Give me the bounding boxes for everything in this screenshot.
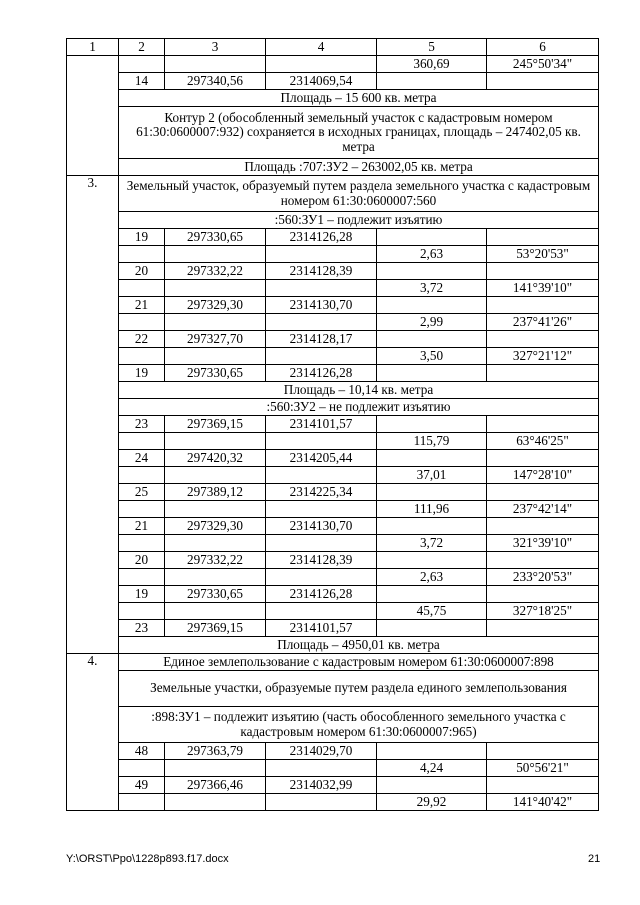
bearing-cell: 237°42'14" xyxy=(487,501,599,518)
empty-cell xyxy=(165,501,266,518)
empty-cell xyxy=(266,467,377,484)
distance-cell: 37,01 xyxy=(377,467,487,484)
distance-cell: 2,63 xyxy=(377,569,487,586)
table-row xyxy=(67,229,599,246)
empty-cell xyxy=(377,586,487,603)
empty-cell xyxy=(266,314,377,331)
table-row xyxy=(67,280,599,297)
table-row xyxy=(67,707,599,743)
section-number-cell: 4. xyxy=(67,654,119,811)
section-subtitle: Земельные участки, образуемые путем раздела единого землепользования xyxy=(119,671,599,707)
table-body xyxy=(67,39,599,811)
distance-cell: 3,72 xyxy=(377,535,487,552)
empty-cell xyxy=(377,777,487,794)
point-number-cell: 22 xyxy=(119,331,165,348)
table-row xyxy=(67,777,599,794)
page-number: 21 xyxy=(588,853,601,865)
empty-cell xyxy=(487,450,599,467)
distance-cell: 111,96 xyxy=(377,501,487,518)
area-row: Площадь – 10,14 кв. метра xyxy=(119,382,599,399)
x-coordinate-cell: 297332,22 xyxy=(165,263,266,280)
table-row xyxy=(67,263,599,280)
point-number-cell: 20 xyxy=(119,552,165,569)
table-row xyxy=(67,671,599,707)
distance-cell: 2,99 xyxy=(377,314,487,331)
x-coordinate-cell: 297369,15 xyxy=(165,620,266,637)
table-row xyxy=(67,73,599,90)
x-coordinate-cell: 297327,70 xyxy=(165,331,266,348)
empty-cell xyxy=(266,348,377,365)
table-row xyxy=(67,107,599,159)
table-row xyxy=(67,348,599,365)
table-row xyxy=(67,365,599,382)
empty-cell xyxy=(377,297,487,314)
empty-cell xyxy=(487,484,599,501)
distance-cell: 2,63 xyxy=(377,246,487,263)
column-header: 2 xyxy=(119,39,165,56)
empty-cell xyxy=(119,760,165,777)
y-coordinate-cell: 2314130,70 xyxy=(266,297,377,314)
point-number-cell: 21 xyxy=(119,518,165,535)
empty-cell xyxy=(119,314,165,331)
empty-cell xyxy=(119,535,165,552)
bearing-cell: 327°21'12" xyxy=(487,348,599,365)
table-row xyxy=(67,484,599,501)
empty-cell xyxy=(487,586,599,603)
empty-cell xyxy=(487,73,599,90)
empty-cell xyxy=(165,56,266,73)
empty-cell xyxy=(377,73,487,90)
bearing-cell: 63°46'25" xyxy=(487,433,599,450)
empty-cell xyxy=(119,433,165,450)
empty-cell xyxy=(377,552,487,569)
column-header: 3 xyxy=(165,39,266,56)
table-row xyxy=(67,433,599,450)
empty-cell xyxy=(487,518,599,535)
x-coordinate-cell: 297363,79 xyxy=(165,743,266,760)
y-coordinate-cell: 2314069,54 xyxy=(266,73,377,90)
point-number-cell: 19 xyxy=(119,586,165,603)
empty-cell xyxy=(266,501,377,518)
distance-cell: 45,75 xyxy=(377,603,487,620)
empty-cell xyxy=(165,280,266,297)
empty-cell xyxy=(266,56,377,73)
empty-cell xyxy=(487,229,599,246)
empty-cell xyxy=(119,467,165,484)
empty-cell xyxy=(119,56,165,73)
y-coordinate-cell: 2314225,34 xyxy=(266,484,377,501)
empty-cell xyxy=(377,365,487,382)
table-row xyxy=(67,90,599,107)
empty-cell xyxy=(487,620,599,637)
x-coordinate-cell: 297330,65 xyxy=(165,365,266,382)
table-row xyxy=(67,176,599,212)
bearing-cell: 141°40'42" xyxy=(487,794,599,811)
bearing-cell: 50°56'21" xyxy=(487,760,599,777)
table-row xyxy=(67,297,599,314)
empty-cell xyxy=(487,777,599,794)
empty-cell xyxy=(165,569,266,586)
table-row xyxy=(67,743,599,760)
table-row xyxy=(67,159,599,176)
empty-cell xyxy=(377,518,487,535)
footer-file-path: Y:\ORST\Ppo\1228p893.f17.docx xyxy=(66,853,229,865)
bearing-cell: 237°41'26" xyxy=(487,314,599,331)
table-row xyxy=(67,552,599,569)
empty-cell xyxy=(119,501,165,518)
table-row xyxy=(67,654,599,671)
empty-cell xyxy=(266,280,377,297)
y-coordinate-cell: 2314128,17 xyxy=(266,331,377,348)
table-row xyxy=(67,760,599,777)
column-header: 5 xyxy=(377,39,487,56)
table-row xyxy=(67,501,599,518)
empty-cell xyxy=(377,484,487,501)
table-row xyxy=(67,467,599,484)
empty-cell xyxy=(266,569,377,586)
distance-cell: 360,69 xyxy=(377,56,487,73)
y-coordinate-cell: 2314101,57 xyxy=(266,416,377,433)
empty-cell xyxy=(266,794,377,811)
y-coordinate-cell: 2314101,57 xyxy=(266,620,377,637)
y-coordinate-cell: 2314029,70 xyxy=(266,743,377,760)
empty-cell xyxy=(487,263,599,280)
table-row xyxy=(67,620,599,637)
x-coordinate-cell: 297329,30 xyxy=(165,297,266,314)
y-coordinate-cell: 2314130,70 xyxy=(266,518,377,535)
table-row xyxy=(67,416,599,433)
column-header: 1 xyxy=(67,39,119,56)
empty-cell xyxy=(165,603,266,620)
x-coordinate-cell: 297366,46 xyxy=(165,777,266,794)
bearing-cell: 141°39'10" xyxy=(487,280,599,297)
y-coordinate-cell: 2314205,44 xyxy=(266,450,377,467)
section-number-cell: 3. xyxy=(67,176,119,654)
empty-cell xyxy=(165,794,266,811)
table-row xyxy=(67,569,599,586)
table-row xyxy=(67,399,599,416)
table-row xyxy=(67,314,599,331)
table-row xyxy=(67,39,599,56)
column-header: 4 xyxy=(266,39,377,56)
contour-note: Контур 2 (обособленный земельный участок с кадастровым номером 61:30:0600007:932) сохраняется в исходных границах, площадь – 247402,05 кв. метра xyxy=(119,107,599,159)
section-number-cell xyxy=(67,56,119,176)
x-coordinate-cell: 297332,22 xyxy=(165,552,266,569)
empty-cell xyxy=(377,416,487,433)
section-title: Земельный участок, образуемый путем раздела земельного участка с кадастровым номером 61:30:0600007:560 xyxy=(119,176,599,212)
empty-cell xyxy=(487,552,599,569)
area-row: Площадь :707:ЗУ2 – 263002,05 кв. метра xyxy=(119,159,599,176)
y-coordinate-cell: 2314126,28 xyxy=(266,365,377,382)
column-header: 6 xyxy=(487,39,599,56)
parcel-heading: :898:ЗУ1 – подлежит изъятию (часть обособленного земельного участка с кадастровым номером 61:30:0600007:965) xyxy=(119,707,599,743)
point-number-cell: 20 xyxy=(119,263,165,280)
point-number-cell: 14 xyxy=(119,73,165,90)
y-coordinate-cell: 2314126,28 xyxy=(266,586,377,603)
empty-cell xyxy=(377,450,487,467)
table-row xyxy=(67,637,599,654)
x-coordinate-cell: 297330,65 xyxy=(165,586,266,603)
empty-cell xyxy=(119,348,165,365)
point-number-cell: 25 xyxy=(119,484,165,501)
empty-cell xyxy=(266,433,377,450)
distance-cell: 115,79 xyxy=(377,433,487,450)
point-number-cell: 19 xyxy=(119,365,165,382)
empty-cell xyxy=(377,743,487,760)
empty-cell xyxy=(119,246,165,263)
empty-cell xyxy=(266,603,377,620)
y-coordinate-cell: 2314128,39 xyxy=(266,263,377,280)
bearing-cell: 53°20'53" xyxy=(487,246,599,263)
empty-cell xyxy=(165,246,266,263)
empty-cell xyxy=(377,331,487,348)
table-row xyxy=(67,603,599,620)
point-number-cell: 23 xyxy=(119,416,165,433)
area-row: Площадь – 15 600 кв. метра xyxy=(119,90,599,107)
empty-cell xyxy=(487,297,599,314)
distance-cell: 4,24 xyxy=(377,760,487,777)
table-row xyxy=(67,246,599,263)
x-coordinate-cell: 297340,56 xyxy=(165,73,266,90)
empty-cell xyxy=(165,348,266,365)
y-coordinate-cell: 2314126,28 xyxy=(266,229,377,246)
table-row xyxy=(67,518,599,535)
table-row xyxy=(67,331,599,348)
empty-cell xyxy=(377,263,487,280)
bearing-cell: 147°28'10" xyxy=(487,467,599,484)
empty-cell xyxy=(487,365,599,382)
empty-cell xyxy=(266,246,377,263)
table-row xyxy=(67,56,599,73)
empty-cell xyxy=(487,743,599,760)
table-row xyxy=(67,212,599,229)
empty-cell xyxy=(165,535,266,552)
distance-cell: 3,50 xyxy=(377,348,487,365)
bearing-cell: 327°18'25" xyxy=(487,603,599,620)
bearing-cell: 245°50'34" xyxy=(487,56,599,73)
parcel-heading: :560:ЗУ2 – не подлежит изъятию xyxy=(119,399,599,416)
empty-cell xyxy=(165,467,266,484)
coordinates-table xyxy=(66,38,599,811)
x-coordinate-cell: 297369,15 xyxy=(165,416,266,433)
distance-cell: 3,72 xyxy=(377,280,487,297)
empty-cell xyxy=(119,569,165,586)
empty-cell xyxy=(487,416,599,433)
point-number-cell: 19 xyxy=(119,229,165,246)
x-coordinate-cell: 297420,32 xyxy=(165,450,266,467)
point-number-cell: 23 xyxy=(119,620,165,637)
empty-cell xyxy=(119,603,165,620)
y-coordinate-cell: 2314032,99 xyxy=(266,777,377,794)
area-row: Площадь – 4950,01 кв. метра xyxy=(119,637,599,654)
x-coordinate-cell: 297329,30 xyxy=(165,518,266,535)
table-row xyxy=(67,450,599,467)
empty-cell xyxy=(377,229,487,246)
bearing-cell: 321°39'10" xyxy=(487,535,599,552)
empty-cell xyxy=(487,331,599,348)
bearing-cell: 233°20'53" xyxy=(487,569,599,586)
empty-cell xyxy=(266,760,377,777)
empty-cell xyxy=(165,433,266,450)
y-coordinate-cell: 2314128,39 xyxy=(266,552,377,569)
distance-cell: 29,92 xyxy=(377,794,487,811)
x-coordinate-cell: 297389,12 xyxy=(165,484,266,501)
empty-cell xyxy=(119,794,165,811)
table-row xyxy=(67,535,599,552)
empty-cell xyxy=(377,620,487,637)
point-number-cell: 24 xyxy=(119,450,165,467)
point-number-cell: 49 xyxy=(119,777,165,794)
table-row xyxy=(67,382,599,399)
point-number-cell: 48 xyxy=(119,743,165,760)
empty-cell xyxy=(165,760,266,777)
empty-cell xyxy=(266,535,377,552)
x-coordinate-cell: 297330,65 xyxy=(165,229,266,246)
section-title: Единое землепользование с кадастровым номером 61:30:0600007:898 xyxy=(119,654,599,671)
point-number-cell: 21 xyxy=(119,297,165,314)
table-row xyxy=(67,586,599,603)
parcel-heading: :560:ЗУ1 – подлежит изъятию xyxy=(119,212,599,229)
empty-cell xyxy=(165,314,266,331)
empty-cell xyxy=(119,280,165,297)
table-row xyxy=(67,794,599,811)
